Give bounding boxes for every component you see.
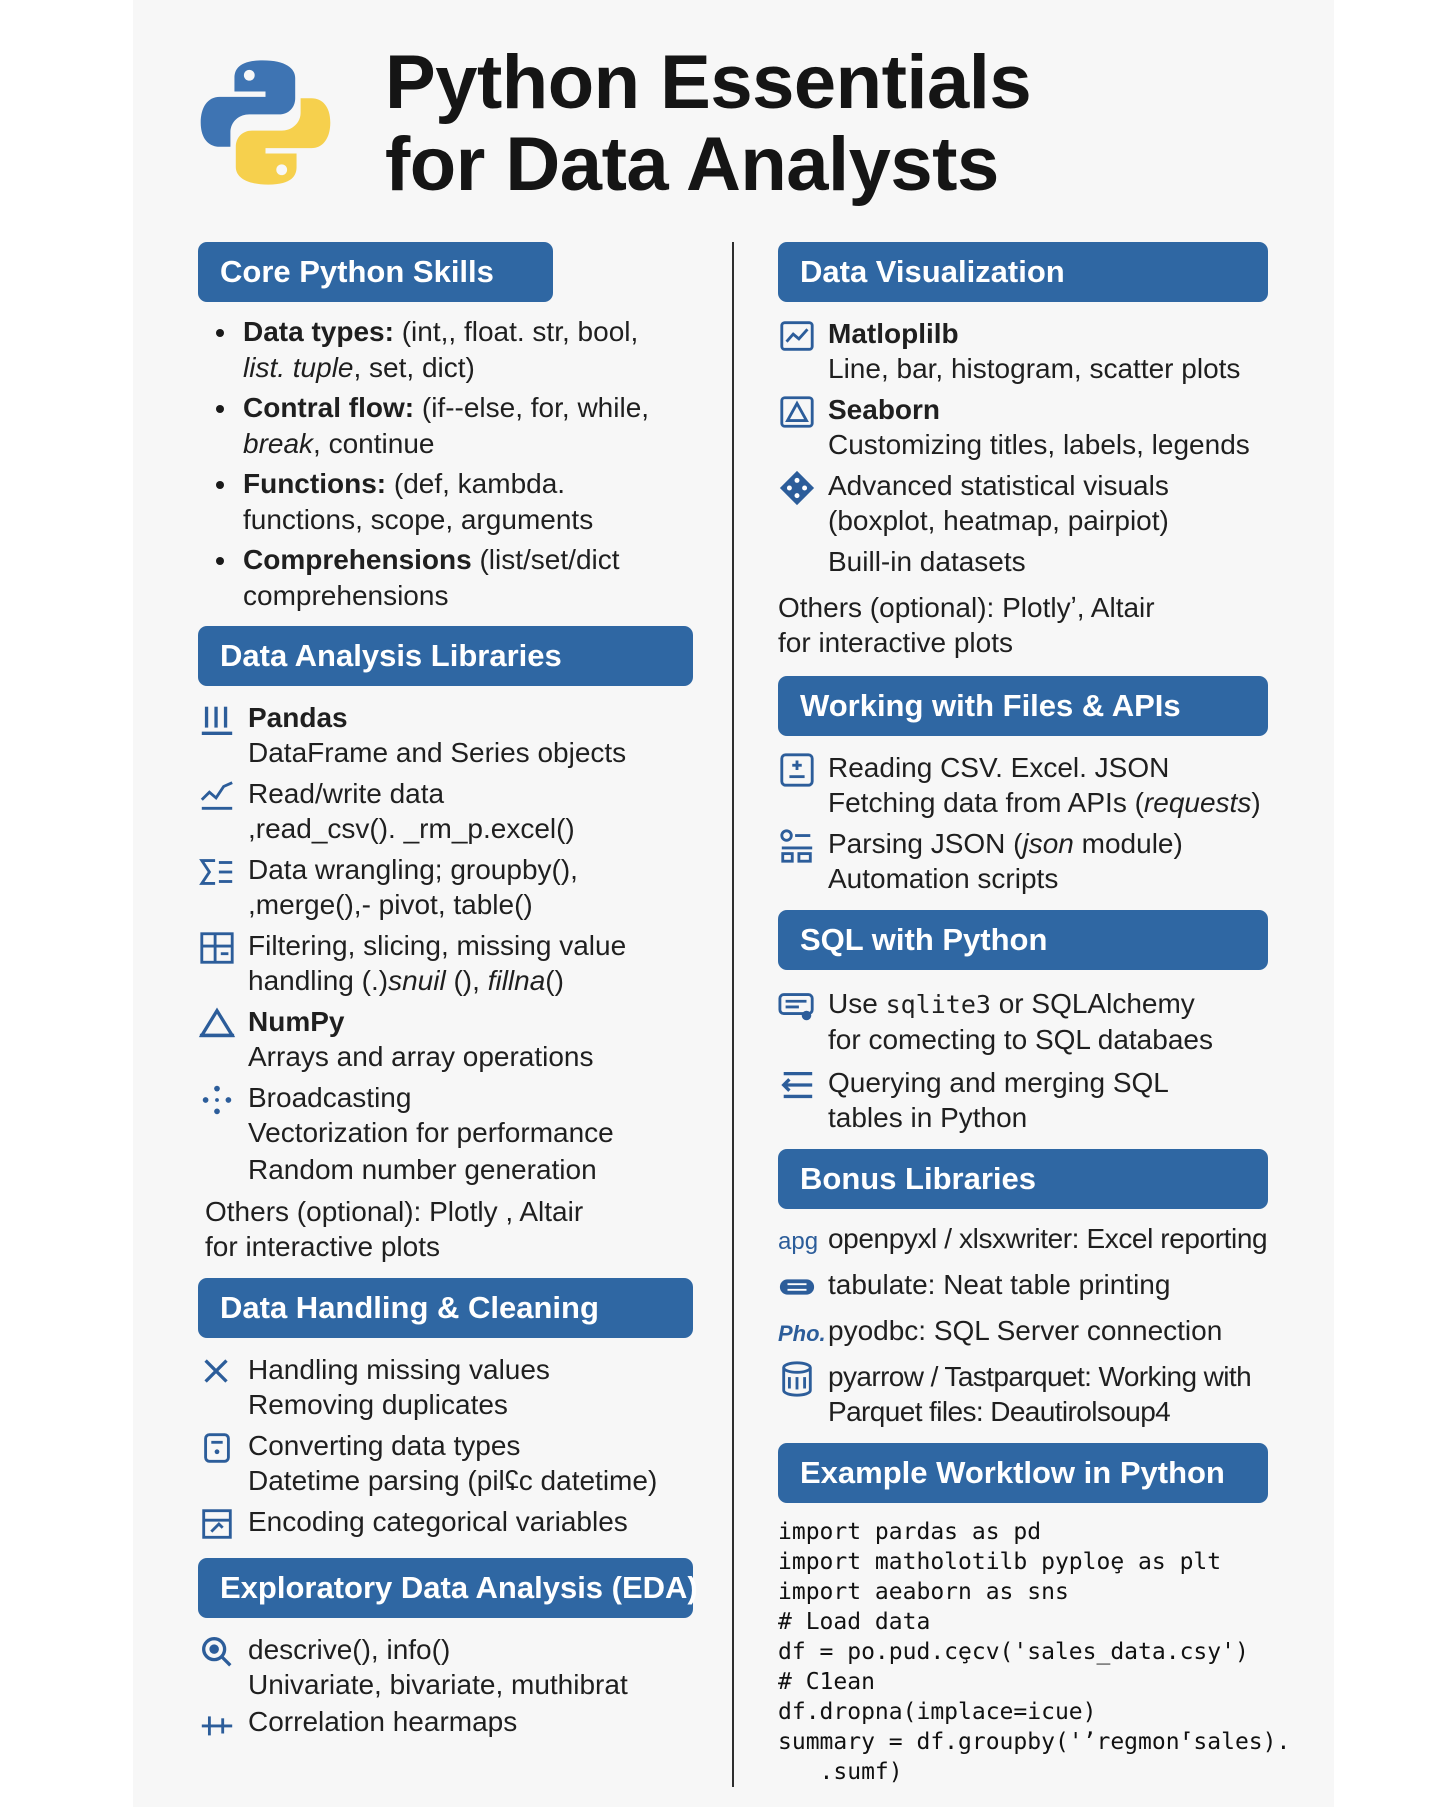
cleaning-list: [198, 1352, 718, 1544]
list-item: Matloplilb Line, bar, histogram, scatter plots: [778, 316, 1298, 386]
database-cylinder-icon: [778, 1359, 828, 1399]
code-line: .sumf): [778, 1759, 903, 1785]
list-item: Filtering, slicing, missing value handling (.)snuil (), fillna(): [198, 928, 718, 998]
table-grid-icon: [198, 928, 248, 968]
list-item: Comprehensions (list/set/dict comprehensions: [198, 542, 718, 614]
libraries-list: [198, 700, 718, 1264]
list-item: Broadcasting Vectorization for performance: [198, 1080, 718, 1150]
list-item: pyarrow / Tastparquet: Working with Parquet files: Deautirolsoup4: [778, 1359, 1298, 1429]
sql-python-header: SQL with Python: [778, 910, 1268, 970]
list-item: apg openpyxl / xlsxwriter: Excel reporting: [778, 1221, 1298, 1261]
edit-box-icon: [198, 1504, 248, 1544]
python-logo-icon: [198, 55, 333, 190]
list-item: Parsing JSON (json module) Automation scripts: [778, 826, 1298, 896]
code-line: import aeaborn as sns: [778, 1579, 1069, 1605]
magnifier-icon: [198, 1632, 248, 1672]
list-item: Querying and merging SQL tables in Python: [778, 1065, 1298, 1135]
list-item: descrive(), info() Univariate, bivariate, muthibrat: [198, 1632, 718, 1702]
list-item: Data wrangling; groupby(), ,merge(),- pivot, table(): [198, 852, 718, 922]
bonus-libraries-header: Bonus Libraries: [778, 1149, 1268, 1209]
database-server-icon: [778, 986, 828, 1026]
list-item: Encoding categorical variables: [198, 1504, 718, 1544]
table-pill-icon: [778, 1267, 828, 1307]
code-line: summary = df.groupby('ʼregmon⸢sales).: [778, 1729, 1291, 1755]
merge-lines-icon: [778, 1065, 828, 1105]
column-divider: [732, 242, 734, 1787]
example-workflow-header: Example Worktlow in Python: [778, 1443, 1268, 1503]
code-line: df.dropna(implace=icue): [778, 1699, 1097, 1725]
list-item: Reading CSV. Excel. JSON Fetching data from APIs (requests): [778, 750, 1298, 820]
bonus-list: [778, 1221, 1298, 1429]
pho-label-icon: Pho.: [778, 1320, 826, 1346]
list-item: Buill-in datasets: [828, 546, 1026, 577]
calendar-icon: [198, 1428, 248, 1468]
page-title: [385, 42, 1031, 206]
columns-icon: [198, 700, 248, 740]
list-item: Random number generation: [248, 1154, 597, 1185]
api-network-icon: [778, 826, 828, 866]
core-python-header: Core Python Skills: [198, 242, 553, 302]
diamond-icon: [778, 468, 828, 508]
eda-header: Exploratory Data Analysis (EDA): [198, 1558, 693, 1618]
apg-label-icon: apg: [778, 1227, 819, 1255]
core-python-list: [198, 314, 718, 614]
list-item: Contral flow: (if--else, for, while, break, continue: [198, 390, 718, 462]
title-line-2: for Data Analysts: [385, 122, 999, 207]
list-item: tabulate: Neat table printing: [778, 1267, 1298, 1307]
eda-list: [198, 1632, 718, 1744]
list-item: NumPy Arrays and array operations: [198, 1004, 718, 1074]
chart-frame-icon: [778, 316, 828, 356]
data-analysis-libraries-header: Data Analysis Libraries: [198, 626, 693, 686]
list-item: Advanced statistical visuals (boxplot, heatmap, pairpiot): [778, 468, 1298, 538]
list-item: Data types: (int,, float. str, bool, list. tuple, set, dict): [198, 314, 718, 386]
list-item: Correlation hearmaps: [198, 1704, 718, 1744]
dots-scatter-icon: [198, 1080, 248, 1120]
list-item: Functions: (def, kambda. functions, scope, arguments: [198, 466, 718, 538]
code-block: [778, 1517, 1298, 1787]
list-item: Seaborn Customizing titles, labels, legends: [778, 392, 1298, 462]
code-line: # Load data: [778, 1609, 931, 1635]
files-list: [778, 750, 1298, 896]
code-line: import matholotilb pyploȩ as plt: [778, 1549, 1222, 1575]
triangle-frame-icon: [778, 392, 828, 432]
line-chart-icon: [198, 776, 248, 816]
visualization-list: [778, 316, 1298, 660]
title-line-1: Python Essentials: [385, 40, 1032, 125]
list-item: Read/write data ,read_csv(). _rm_p.excel(): [198, 776, 718, 846]
list-item: Handling missing values Removing duplicates: [198, 1352, 718, 1422]
data-visualization-header: Data Visualization: [778, 242, 1268, 302]
add-file-icon: [778, 750, 828, 790]
sql-list: [778, 986, 1298, 1135]
code-line: # C1ean: [778, 1669, 875, 1695]
close-x-icon: [198, 1352, 248, 1392]
sigma-list-icon: [198, 852, 248, 892]
code-line: df = po.pud.cȩcv('sales_data.csy'): [778, 1639, 1249, 1665]
code-line: import pardas as pd: [778, 1519, 1042, 1545]
list-item: Use sqlite3 or SQLAlchemy for comecting to SQL databaes: [778, 986, 1298, 1057]
heatmap-icon: [198, 1704, 248, 1744]
list-item: Pandas DataFrame and Series objects: [198, 700, 718, 770]
visualization-others-note: Others (optional): Plotlyʼ, Altair for interactive plots: [778, 592, 1155, 658]
data-handling-header: Data Handling & Cleaning: [198, 1278, 693, 1338]
right-column: [778, 242, 1298, 1787]
left-column: [198, 242, 718, 1744]
list-item: Converting data types Datetime parsing (pilʢc datetime): [198, 1428, 718, 1498]
files-apis-header: Working with Files & APIs: [778, 676, 1268, 736]
list-item: Pho. pyodbc: SQL Server connection: [778, 1313, 1298, 1353]
libraries-others-note: Others (optional): Plotly , Altair for interactive plots: [205, 1196, 584, 1262]
triangle-icon: [198, 1004, 248, 1044]
